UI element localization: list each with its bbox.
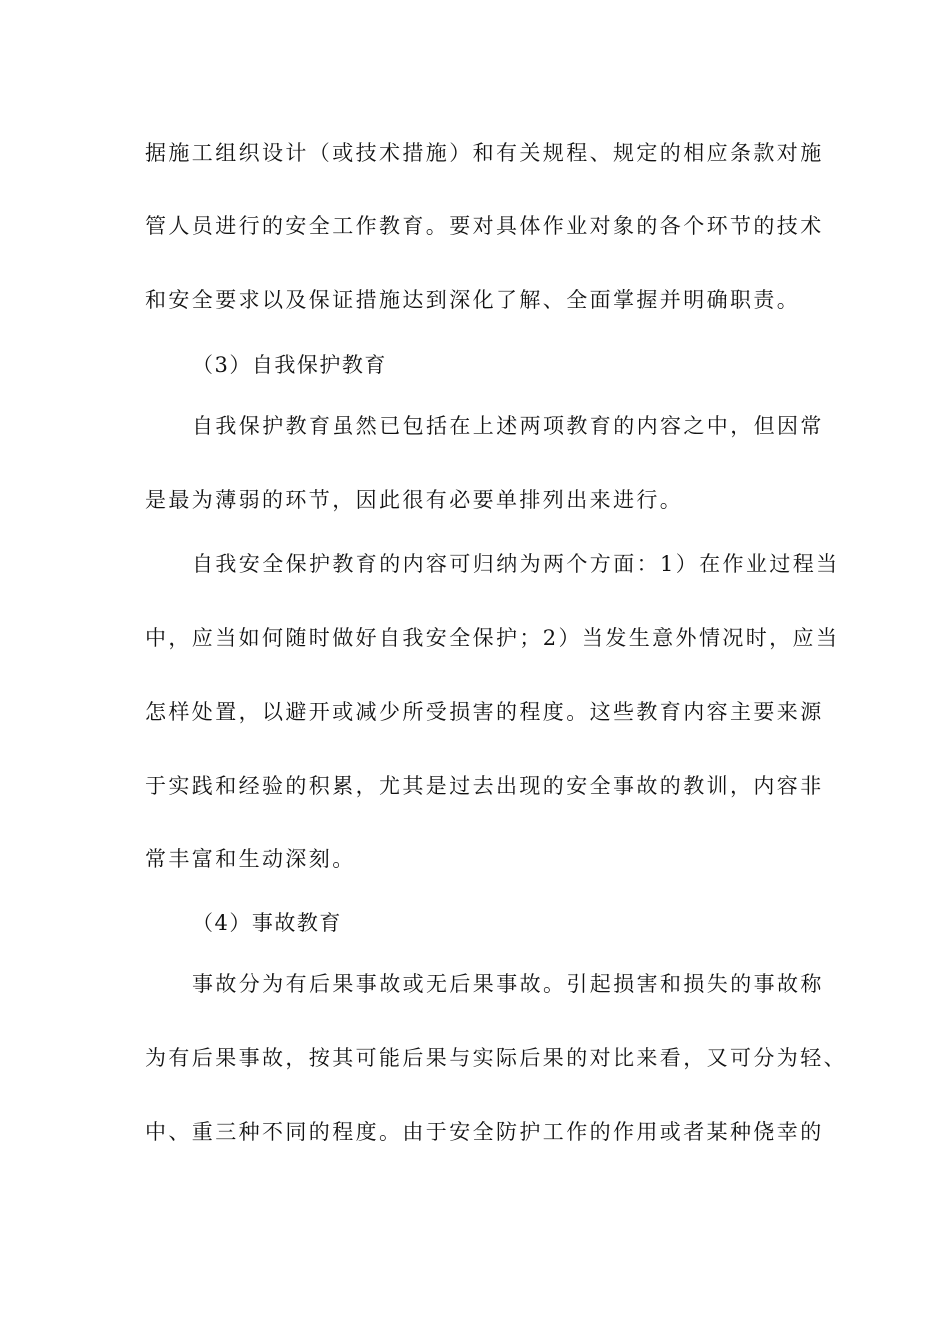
- section-heading-accident: （4）事故教育: [192, 911, 342, 935]
- paragraph-first-line: 自我安全保护教育的内容可归纳为两个方面：1）在作业过程当: [192, 552, 840, 576]
- paragraph-first-line: 自我保护教育虽然已包括在上述两项教育的内容之中，但因常: [192, 414, 824, 438]
- body-text-line: 据施工组织设计（或技术措施）和有关规程、规定的相应条款对施: [145, 141, 824, 165]
- body-text-line: 中，应当如何随时做好自我安全保护；2）当发生意外情况时，应当: [145, 626, 840, 650]
- body-text-line: 和安全要求以及保证措施达到深化了解、全面掌握并明确职责。: [145, 288, 801, 312]
- body-text-line: 管人员进行的安全工作教育。要对具体作业对象的各个环节的技术: [145, 214, 824, 238]
- body-text-line: 是最为薄弱的环节，因此很有必要单排列出来进行。: [145, 488, 684, 512]
- body-text-line: 于实践和经验的积累，尤其是过去出现的安全事故的教训，内容非: [145, 774, 824, 798]
- paragraph-first-line: 事故分为有后果事故或无后果事故。引起损害和损失的事故称: [192, 972, 824, 996]
- body-text-line: 常丰富和生动深刻。: [145, 847, 356, 871]
- body-text-line: 中、重三种不同的程度。由于安全防护工作的作用或者某种侥幸的: [145, 1120, 824, 1144]
- body-text-line: 怎样处置，以避开或减少所受损害的程度。这些教育内容主要来源: [145, 700, 824, 724]
- body-text-line: 为有后果事故，按其可能后果与实际后果的对比来看，又可分为轻、: [145, 1046, 847, 1070]
- section-heading-self-protection: （3）自我保护教育: [192, 353, 387, 377]
